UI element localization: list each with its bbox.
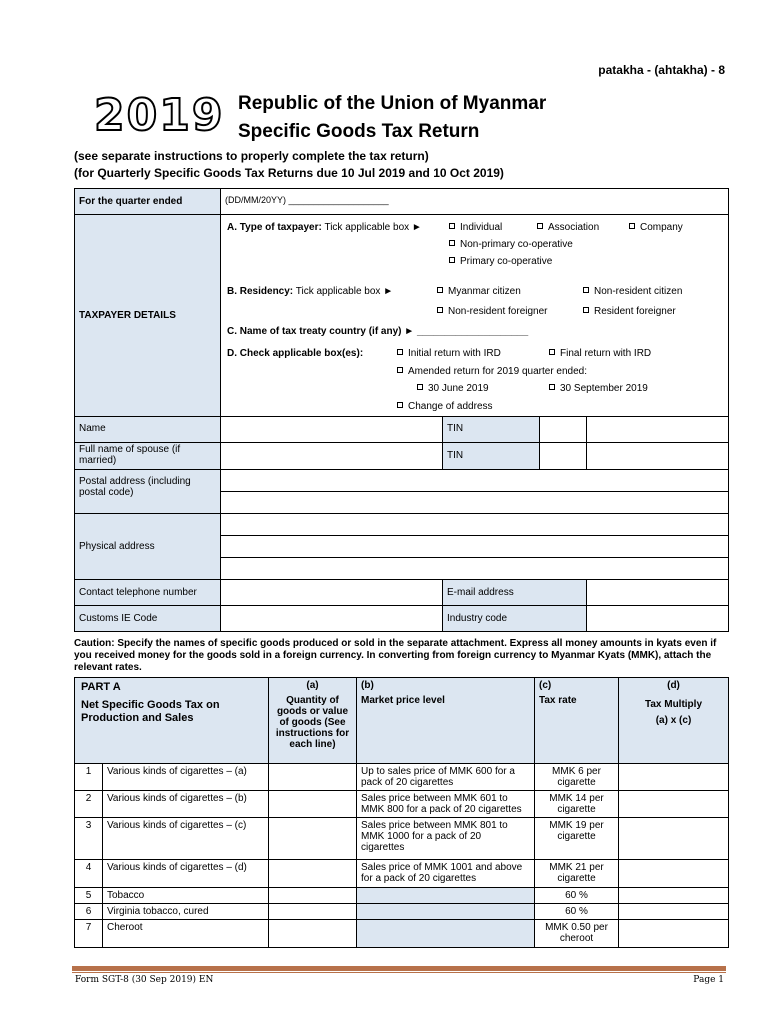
part-a-title: PART A (81, 681, 121, 693)
checkbox-resident-foreigner[interactable]: Resident foreigner (583, 306, 676, 317)
taxpayer-table (74, 188, 729, 632)
row-number: 5 (75, 888, 103, 904)
checkbox-non-resident-citizen[interactable]: Non-resident citizen (583, 286, 682, 297)
postal-label: Postal address (including postal code) (75, 470, 221, 514)
row-price (357, 920, 535, 948)
checkbox-initial-return[interactable]: Initial return with IRD (397, 348, 501, 359)
col-b-desc: Market price level (361, 695, 445, 706)
row-number: 2 (75, 791, 103, 818)
spouse-input[interactable] (221, 443, 443, 470)
form-code: patakha - (ahtakha) - 8 (598, 63, 725, 77)
year-badge: 2019 (94, 90, 225, 141)
residency-row (227, 286, 393, 297)
spouse-tin-input[interactable] (539, 443, 586, 469)
row-price: Sales price between MMK 601 to MMK 800 for a pack of 20 cigarettes (357, 791, 535, 818)
row-item: Various kinds of cigarettes – (c) (103, 818, 269, 860)
row-number: 3 (75, 818, 103, 860)
tin-input-extra[interactable] (587, 417, 729, 443)
spouse-tin-cell (443, 443, 587, 470)
checkbox-primary-coop[interactable]: Primary co-operative (449, 256, 552, 267)
spouse-tin-label: TIN (443, 443, 539, 469)
row-number: 6 (75, 904, 103, 920)
tin-input[interactable] (539, 417, 586, 442)
col-b-header (357, 678, 535, 764)
residency-label: B. Residency: (227, 286, 294, 297)
col-a-letter: (a) (306, 680, 319, 691)
row-quantity-input[interactable] (269, 791, 357, 818)
instructions (74, 148, 504, 182)
part-a-header (75, 678, 269, 764)
treaty-country-row (227, 326, 528, 337)
taxpayer-type-row (227, 222, 422, 233)
row-item: Cheroot (103, 920, 269, 948)
taxpayer-type-hint: Tick applicable box ► (324, 222, 422, 233)
row-rate: 60 % (535, 904, 619, 920)
row-tax-input[interactable] (619, 791, 729, 818)
col-d-letter: (d) (667, 680, 680, 691)
checkbox-individual[interactable]: Individual (449, 222, 502, 233)
title-line-2: Specific Goods Tax Return (238, 121, 480, 142)
tin-cell (443, 417, 587, 443)
row-item: Tobacco (103, 888, 269, 904)
row-item: Virginia tobacco, cured (103, 904, 269, 920)
col-d-header (619, 678, 729, 764)
row-tax-input[interactable] (619, 920, 729, 948)
col-a-header (269, 678, 357, 764)
treaty-country-label: C. Name of tax treaty country (if any) ► (227, 326, 415, 337)
name-input[interactable] (221, 417, 443, 443)
row-quantity-input[interactable] (269, 920, 357, 948)
row-quantity-input[interactable] (269, 860, 357, 888)
row-item: Various kinds of cigarettes – (b) (103, 791, 269, 818)
name-label: Name (75, 417, 221, 443)
customs-label: Customs IE Code (75, 606, 221, 632)
quarter-label: For the quarter ended (75, 189, 221, 215)
industry-input[interactable] (587, 606, 729, 632)
footer-divider (72, 966, 726, 971)
taxpayer-details-label: TAXPAYER DETAILS (75, 215, 221, 417)
row-tax-input[interactable] (619, 764, 729, 791)
row-rate: MMK 6 per cigarette (535, 764, 619, 791)
row-item: Various kinds of cigarettes – (d) (103, 860, 269, 888)
residency-hint: Tick applicable box ► (295, 286, 394, 297)
row-price: Sales price of MMK 1001 and above for a pack of 20 cigarettes (357, 860, 535, 888)
row-quantity-input[interactable] (269, 818, 357, 860)
checkbox-30-september[interactable]: 30 September 2019 (549, 383, 648, 394)
row-rate: MMK 21 per cigarette (535, 860, 619, 888)
taxpayer-options (221, 215, 729, 417)
row-price: Up to sales price of MMK 600 for a pack of 20 cigarettes (357, 764, 535, 791)
col-d-desc: Tax Multiply (644, 699, 703, 710)
checkbox-association[interactable]: Association (537, 222, 599, 233)
row-tax-input[interactable] (619, 818, 729, 860)
checkbox-30-june[interactable]: 30 June 2019 (417, 383, 489, 394)
title-line-1: Republic of the Union of Myanmar (238, 93, 547, 114)
spouse-tin-input-extra[interactable] (587, 443, 729, 470)
email-label: E-mail address (443, 580, 587, 606)
checkbox-final-return[interactable]: Final return with IRD (549, 348, 651, 359)
row-price: Sales price between MMK 801 to MMK 1000 for a pack of 20 cigarettes (357, 818, 535, 860)
postal-input-2[interactable] (221, 492, 729, 514)
page-title (238, 90, 546, 146)
physical-input-3[interactable] (221, 558, 729, 580)
row-item: Various kinds of cigarettes – (a) (103, 764, 269, 791)
instruction-line-1: (see separate instructions to properly complete the tax return) (74, 149, 429, 163)
row-tax-input[interactable] (619, 860, 729, 888)
caution-note: Caution: Specify the names of specific goods produced or sold in the separate attachment. Express all money amounts in kyats even if you received money for the goods sold in a foreign currency. In converting from foreign currency to Myanmar Kyats (MMK), attach the relevant rates. (74, 638, 717, 673)
footer-page-number: Page 1 (693, 975, 724, 985)
footer-divider-thin (72, 972, 726, 973)
footer-form-id: Form SGT-8 (30 Sep 2019) EN (75, 975, 214, 985)
applicable-box-label: D. Check applicable box(es): (227, 348, 364, 359)
col-b-letter: (b) (361, 680, 374, 691)
part-a-table (74, 677, 729, 948)
instruction-line-2: (for Quarterly Specific Goods Tax Returns due 10 Jul 2019 and 10 Oct 2019) (74, 166, 504, 180)
spouse-label: Full name of spouse (if married) (75, 443, 221, 470)
col-c-desc: Tax rate (539, 695, 577, 706)
checkbox-non-resident-foreigner[interactable]: Non-resident foreigner (437, 306, 548, 317)
checkbox-myanmar-citizen[interactable]: Myanmar citizen (437, 286, 521, 297)
phone-label: Contact telephone number (75, 580, 221, 606)
checkbox-amended-return[interactable]: Amended return for 2019 quarter ended: (397, 366, 587, 377)
part-a-subtitle: Net Specific Goods Tax on Production and Sales (81, 699, 220, 724)
col-c-letter: (c) (539, 680, 552, 691)
row-number: 4 (75, 860, 103, 888)
row-rate: MMK 0.50 per cheroot (535, 920, 619, 948)
quarter-input[interactable]: (DD/MM/20YY) ____________________ (221, 189, 729, 215)
row-quantity-input[interactable] (269, 888, 357, 904)
industry-label: Industry code (443, 606, 587, 632)
checkbox-non-primary-coop[interactable]: Non-primary co-operative (449, 239, 573, 250)
phone-input[interactable] (221, 580, 443, 606)
col-d-formula: (a) x (c) (655, 715, 692, 726)
physical-label: Physical address (75, 514, 221, 580)
physical-input-1[interactable] (221, 514, 729, 536)
row-number: 1 (75, 764, 103, 791)
row-tax-input[interactable] (619, 888, 729, 904)
row-price (357, 888, 535, 904)
row-rate: MMK 14 per cigarette (535, 791, 619, 818)
customs-input[interactable] (221, 606, 443, 632)
row-rate: MMK 19 per cigarette (535, 818, 619, 860)
email-input[interactable] (587, 580, 729, 606)
checkbox-company[interactable]: Company (629, 222, 683, 233)
row-quantity-input[interactable] (269, 904, 357, 920)
tin-label: TIN (443, 417, 539, 442)
checkbox-change-of-address[interactable]: Change of address (397, 401, 493, 412)
col-a-desc: Quantity of goods or value of goods (See instructions for each line) (275, 695, 350, 750)
row-price (357, 904, 535, 920)
treaty-country-input[interactable]: ____________________ (416, 326, 529, 337)
physical-input-2[interactable] (221, 536, 729, 558)
taxpayer-type-label: A. Type of taxpayer: (227, 222, 322, 233)
row-quantity-input[interactable] (269, 764, 357, 791)
postal-input-1[interactable] (221, 470, 729, 492)
row-tax-input[interactable] (619, 904, 729, 920)
row-number: 7 (75, 920, 103, 948)
col-c-header (535, 678, 619, 764)
row-rate: 60 % (535, 888, 619, 904)
